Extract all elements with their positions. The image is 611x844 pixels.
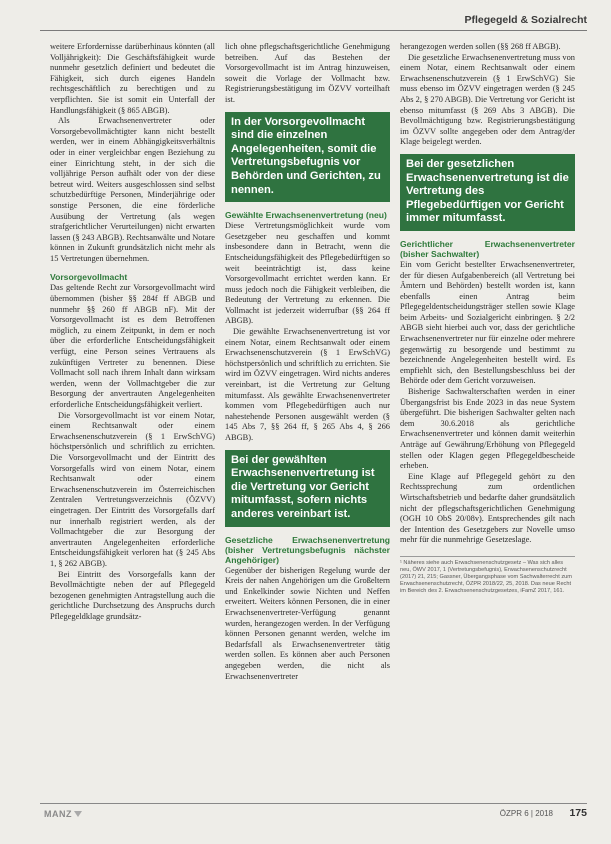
heading-vorsorgevollmacht: Vorsorgevollmacht bbox=[50, 272, 128, 283]
col1-paragraph-4: Die Vorsorgevollmacht ist vor einem Notar, einem Rechtsanwalt oder einem Erwachsenenschutzverein (§ 1 ErwSchVG) höchstpersönlich und schriftlich zu errichten. Die Vorsorgevollmacht und der Eintritt des Vorsorgefalls wird von einem Notar, einem Rechtsanwalt oder einem Erwachsenenschutzverein im Österreichischen Zentralen Vertretungsverzeichnis (ÖZVV) eingetragen. Der Eintritt des Vorsorgefalls darf nur innerhalb registriert werden, als der Vollmachtgeber die zur Besorgung der anvertrauten Angelegenheiten erforderliche Entscheidungsfähigkeit verloren hat (§ 245 Abs 1, § 262 ABGB). bbox=[50, 410, 215, 568]
journal-issue: ÖZPR 6 | 2018 bbox=[499, 809, 553, 818]
publisher-logo-text: MANZ bbox=[44, 809, 72, 819]
column-3 bbox=[400, 42, 575, 595]
footnotes: ¹ Näheres siehe auch Erwachsenenschutzgesetz – Was sich alles neu, ÖWV 2017, 1 (Vertretungsbefugnis), Erwachsenenschutzrecht (2017) 21, 215; Gassner, Übergangsphase vom Sachwalterrecht zum Erwachsenenschutzrecht, ÖZPR 2018/22, 25, 2018. Das neue Recht im Bereich des 2. Erwachsenenschutzgesetzes, iFamZ 2017, 161. bbox=[400, 556, 575, 595]
col1-paragraph-1: weitere Erfordernisse darüberhinaus könnten (all Volljährigkeit): Die Geschäftsfähigkeit wurde nunmehr gesetzlich definiert und bedeutet die Fähigkeit, sich durch eigenes Handeln rechtsgeschäftlich zu berechtigen und zu verpflichten. Sie ist somit ein Unterfall der Handlungsfähigkeit (§ 865 ABGB). bbox=[50, 42, 215, 115]
col2-paragraph-3: Die gewählte Erwachsenenvertretung ist vor einem Notar, einem Rechtsanwalt oder einem Erwachsenenschutzverein (§ 1 ErwSchVG) höchstpersönlich und schriftlich zu errichten. Sie wird im ÖZVV eingetragen. Wird nichts anderes vereinbart, ist die Vertretung zur Geltung mitumfasst. Als gewählte Erwachsenenvertreter kommen vom Pflegebedürftigen auch nur nahestehende Personen ausgewählt werden (§ 145 Abs 7, §§ 264 ff, § 265 Abs 4, § 266 ABGB). bbox=[225, 327, 390, 442]
callout-gesetzliche-vertretung: Bei der gesetzlichen Erwachsenenvertretung ist die Vertretung des Pflegebedürftigen vor Gericht immer mitumfasst. bbox=[400, 154, 575, 231]
callout-gewaehlte-vertretung: Bei der gewählten Erwachsenenvertretung ist die Vertretung vor Gericht mitumfasst, sofern nichts anderes vereinbart ist. bbox=[225, 450, 390, 527]
callout-vorsorgevollmacht: In der Vorsorgevollmacht sind die einzelnen Angelegenheiten, somit die Vertretungsbefugnis vor Behörden und Gerichten, zu nennen. bbox=[225, 112, 390, 203]
footer-rule bbox=[40, 803, 587, 804]
col1-paragraph-5: Bei Eintritt des Vorsorgefalls kann der Bevollmächtigte neben der auf Pflegegeld bezogenen genehmigten Antragstellung auch die gerichtliche Durchsetzung des Anspruchs durch Pflegegeldklage grundsätz- bbox=[50, 569, 215, 621]
page-footer bbox=[40, 803, 587, 823]
page-number: 175 bbox=[569, 807, 587, 819]
heading-gerichtlicher-erwachsenenvertreter: Gerichtlicher Erwachsenenvertreter (bisher Sachwalter) bbox=[400, 238, 575, 259]
heading-gesetzliche-erwachsenenvertretung: Gesetzliche Erwachsenenvertretung (bisher Vertretungsbefugnis nächster Angehöriger) bbox=[225, 534, 390, 565]
col1-paragraph-3: Das geltende Recht zur Vorsorgevollmacht wird übernommen (bisher §§ 284f ff ABGB und nunmehr §§ 260 ff ABGB nF). Mit der Vorsorgevollmacht ist es dem Betroffenen möglich, zu einem Zeitpunkt, in dem er noch über die erforderliche Entscheidungsfähigkeit verfügt, eine Person seines Vertrauens als zukünftigen Vertreter zu benennen. Diese Vollmacht soll nach ihrem Inhalt dann wirksam werden, wenn der Vollmachtgeber die zur Besorgung der anvertrauten Angelegenheiten erforderliche Entscheidungsfähigkeit verliert. bbox=[50, 283, 215, 409]
heading-gewaehlte-erwachsenenvertretung: Gewählte Erwachsenenvertretung (neu) bbox=[225, 210, 387, 221]
col2-paragraph-1: lich ohne pflegschaftsgerichtliche Genehmigung betreiben. Auf das Bestehen der Vorsorgevollmacht ist im Antrag hinzuweisen, soweit die Vorlage der Vollmacht bzw. Registrierungsbestätigung im ÖZVV vorteilhaft ist. bbox=[225, 42, 390, 104]
col3-paragraph-3: Ein vom Gericht bestellter Erwachsenenvertreter, der für diesen Aufgabenbereich (all Vertretung bei Ämtern und Behörden) bestellt worden ist, kann ebenfalls einen Antrag beim Pflegegeldentscheidungsträger stellen sowie Klage beim Arbeits- und Sozialgericht einbringen. § 2/2 ABGB sieht hierbei auch vor, dass der gerichtliche Erwachsenenvertreter nur für einzelne oder mehrere gegenwärtig zu besorgende und bestimmt zu bezeichnende Angelegenheiten bestellt wird. Es empfiehlt sich, den Bestellungsbeschluss bei der Behörde oder dem Gericht vorzuweisen. bbox=[400, 259, 575, 386]
column-1 bbox=[50, 42, 215, 622]
col2-paragraph-2: Diese Vertretungsmöglichkeit wurde vom Gesetzgeber neu geschaffen und kommt insbesondere dann in Betracht, wenn die Entscheidungsfähigkeit des Pflegebedürftigen so weit beeinträchtigt ist, dass keine Vorsorgevollmacht errichtet werden kann. Er muss jedoch noch die Fähigkeit verbleiben, die Bedeutung der Vertretung zu erkennen. Die Vollmacht ist jederzeit widerrufbar (§§ 264 ff ABGB). bbox=[225, 221, 390, 326]
col3-paragraph-5: Eine Klage auf Pflegegeld gehört zu den Rechtssprechung zum ordentlichen Wirtschaftsbetrieb und bedarfte daher grundsätzlich nicht der pflegschaftsgerichtlichen Genehmigung (OGH 10 ObS 20/08v). Entsprechendes gilt nach der Intention des Gesetzgebers zur Novelle umso mehr für die nunmehrige Gesetzeslage. bbox=[400, 471, 575, 545]
header-rule bbox=[40, 30, 587, 31]
col3-paragraph-4: Bisherige Sachwalterschaften werden in einer Übergangsfrist bis Ende 2023 in das neue System übergeführt. Die bisherigen Sachwalter gelten nach dem 30.6.2018 als gerichtliche Erwachsenenvertreter und können damit weiterhin Anträge auf Gewährung/Erhöhung von Pflegegeld stellen oder Klagen gegen Pflegegeldbescheide erheben. bbox=[400, 387, 575, 471]
col1-paragraph-2: Als Erwachsenenvertreter oder Vorsorgebevollmächtigter kann nicht bestellt werden, wer in einem Abhängigkeitsverhältnis oder in einer vergleichbar engen Beziehung zu einer Einrichtung steht, in der sich die volljährige Person aufhält oder von der diese betreut wird. Weiters ausgeschlossen sind selbst schutzbedürftige Personen, Minderjährige oder sonstige Personen, die eine förderliche Ausübung der Vertretung (als wegen strafgerichtlicher Verurteilungen) nicht erwarten lassen (§ 243 ABGB). Rechtsanwälte und Notare können in Zukunft grundsätzlich nicht mehr als 15 Vertretungen übernehmen. bbox=[50, 116, 215, 263]
col2-paragraph-4: Gegenüber der bisherigen Regelung wurde der Kreis der nahen Angehörigen um die Großeltern und Enkelkinder sowie Nichten und Neffen erweitert. Weiters können Personen, die in einer Erwachsenenvertreter-Verfügung genannt wurden, herangezogen werden. In der Verfügung können Personen genannt werden, welche im Bedarfsfall als Erwachsenenvertreter tätig werden sollen. Es können aber auch Personen angegeben werden, die nicht als Erwachsenenvertreter bbox=[225, 565, 390, 681]
col3-paragraph-2: Die gesetzliche Erwachsenenvertretung muss von einem Notar, einem Rechtsanwalt oder einem Erwachsenenschutzverein (§ 1 ErwSchVG) Sie muss ebenso im ÖZVV eingetragen werden (§ 245 Abs 2, § 270 ABGB). Die Vertretung vor Gericht ist ebenso mitumfasst (§ 269 Abs 3 ABGB). Die Bevollmächtigung bzw. Registrierungsbestätigung im ÖZVV sollte angegeben oder dem Antrag/der Klage beigelegt werden. bbox=[400, 52, 575, 147]
running-header bbox=[0, 14, 587, 28]
logo-triangle-icon bbox=[74, 811, 82, 817]
col3-paragraph-1: herangezogen werden sollen (§§ 268 ff ABGB). bbox=[400, 42, 561, 51]
header-title: Pflegegeld & Sozialrecht bbox=[464, 14, 587, 26]
column-2 bbox=[225, 42, 390, 682]
publisher-logo bbox=[44, 809, 82, 819]
